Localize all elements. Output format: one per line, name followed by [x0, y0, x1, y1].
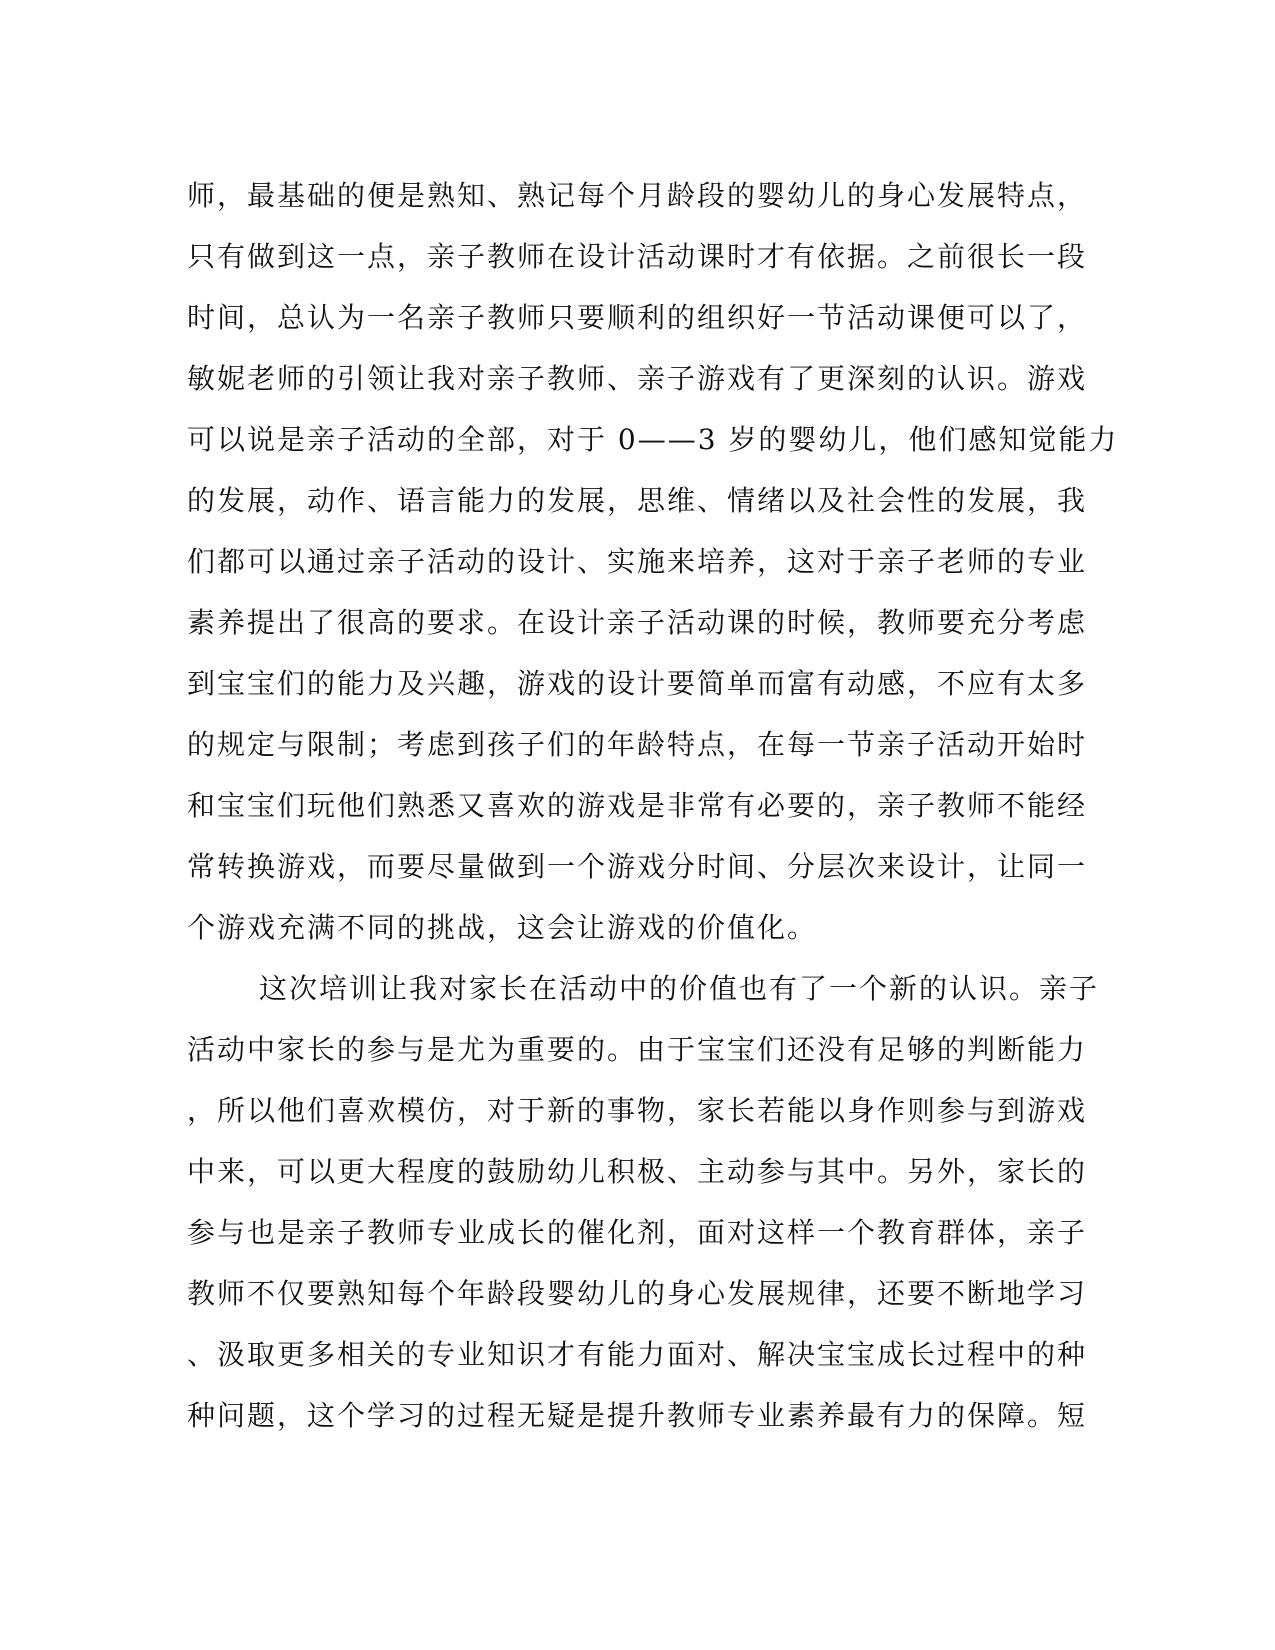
text-line: 种问题，这个学习的过程无疑是提升教师专业素养最有力的保障。短	[187, 1399, 1088, 1432]
text-line: 的发展，动作、语言能力的发展，思维、情绪以及社会性的发展，我	[187, 484, 1088, 517]
text-line: 个游戏充满不同的挑战，这会让游戏的价值化。	[187, 911, 818, 944]
text-line: 、汲取更多相关的专业知识才有能力面对、解决宝宝成长过程中的种	[187, 1338, 1088, 1371]
paragraph-1	[187, 165, 1119, 958]
text-line: ，所以他们喜欢模仿，对于新的事物，家长若能以身作则参与到游戏	[187, 1094, 1088, 1127]
text-line: 素养提出了很高的要求。在设计亲子活动课的时候，教师要充分考虑	[187, 606, 1088, 639]
text-line: 活动中家长的参与是尤为重要的。由于宝宝们还没有足够的判断能力	[187, 1033, 1088, 1066]
text-line: 敏妮老师的引领让我对亲子教师、亲子游戏有了更深刻的认识。游戏	[187, 362, 1088, 395]
text-line: 们都可以通过亲子活动的设计、实施来培养，这对于亲子老师的专业	[187, 545, 1088, 578]
text-line: 这次培训让我对家长在活动中的价值也有了一个新的认识。亲子	[259, 972, 1100, 1005]
text-line: 中来，可以更大程度的鼓励幼儿积极、主动参与其中。另外，家长的	[187, 1155, 1088, 1188]
text-line: 参与也是亲子教师专业成长的催化剂，面对这样一个教育群体，亲子	[187, 1216, 1088, 1249]
text-line: 时间，总认为一名亲子教师只要顺利的组织好一节活动课便可以了，	[187, 301, 1088, 334]
text-line: 只有做到这一点，亲子教师在设计活动课时才有依据。之前很长一段	[187, 240, 1088, 273]
text-line: 可以说是亲子活动的全部，对于 0——3 岁的婴幼儿，他们感知觉能力	[187, 423, 1119, 456]
text-line: 的规定与限制；考虑到孩子们的年龄特点，在每一节亲子活动开始时	[187, 728, 1088, 761]
text-line: 常转换游戏，而要尽量做到一个游戏分时间、分层次来设计，让同一	[187, 850, 1088, 883]
paragraph-2	[187, 958, 1100, 1446]
text-line: 和宝宝们玩他们熟悉又喜欢的游戏是非常有必要的，亲子教师不能经	[187, 789, 1088, 822]
text-line: 教师不仅要熟知每个年龄段婴幼儿的身心发展规律，还要不断地学习	[187, 1277, 1088, 1310]
text-line: 到宝宝们的能力及兴趣，游戏的设计要简单而富有动感，不应有太多	[187, 667, 1088, 700]
text-line: 师，最基础的便是熟知、熟记每个月龄段的婴幼儿的身心发展特点，	[187, 179, 1088, 212]
body-text	[187, 165, 1119, 1446]
